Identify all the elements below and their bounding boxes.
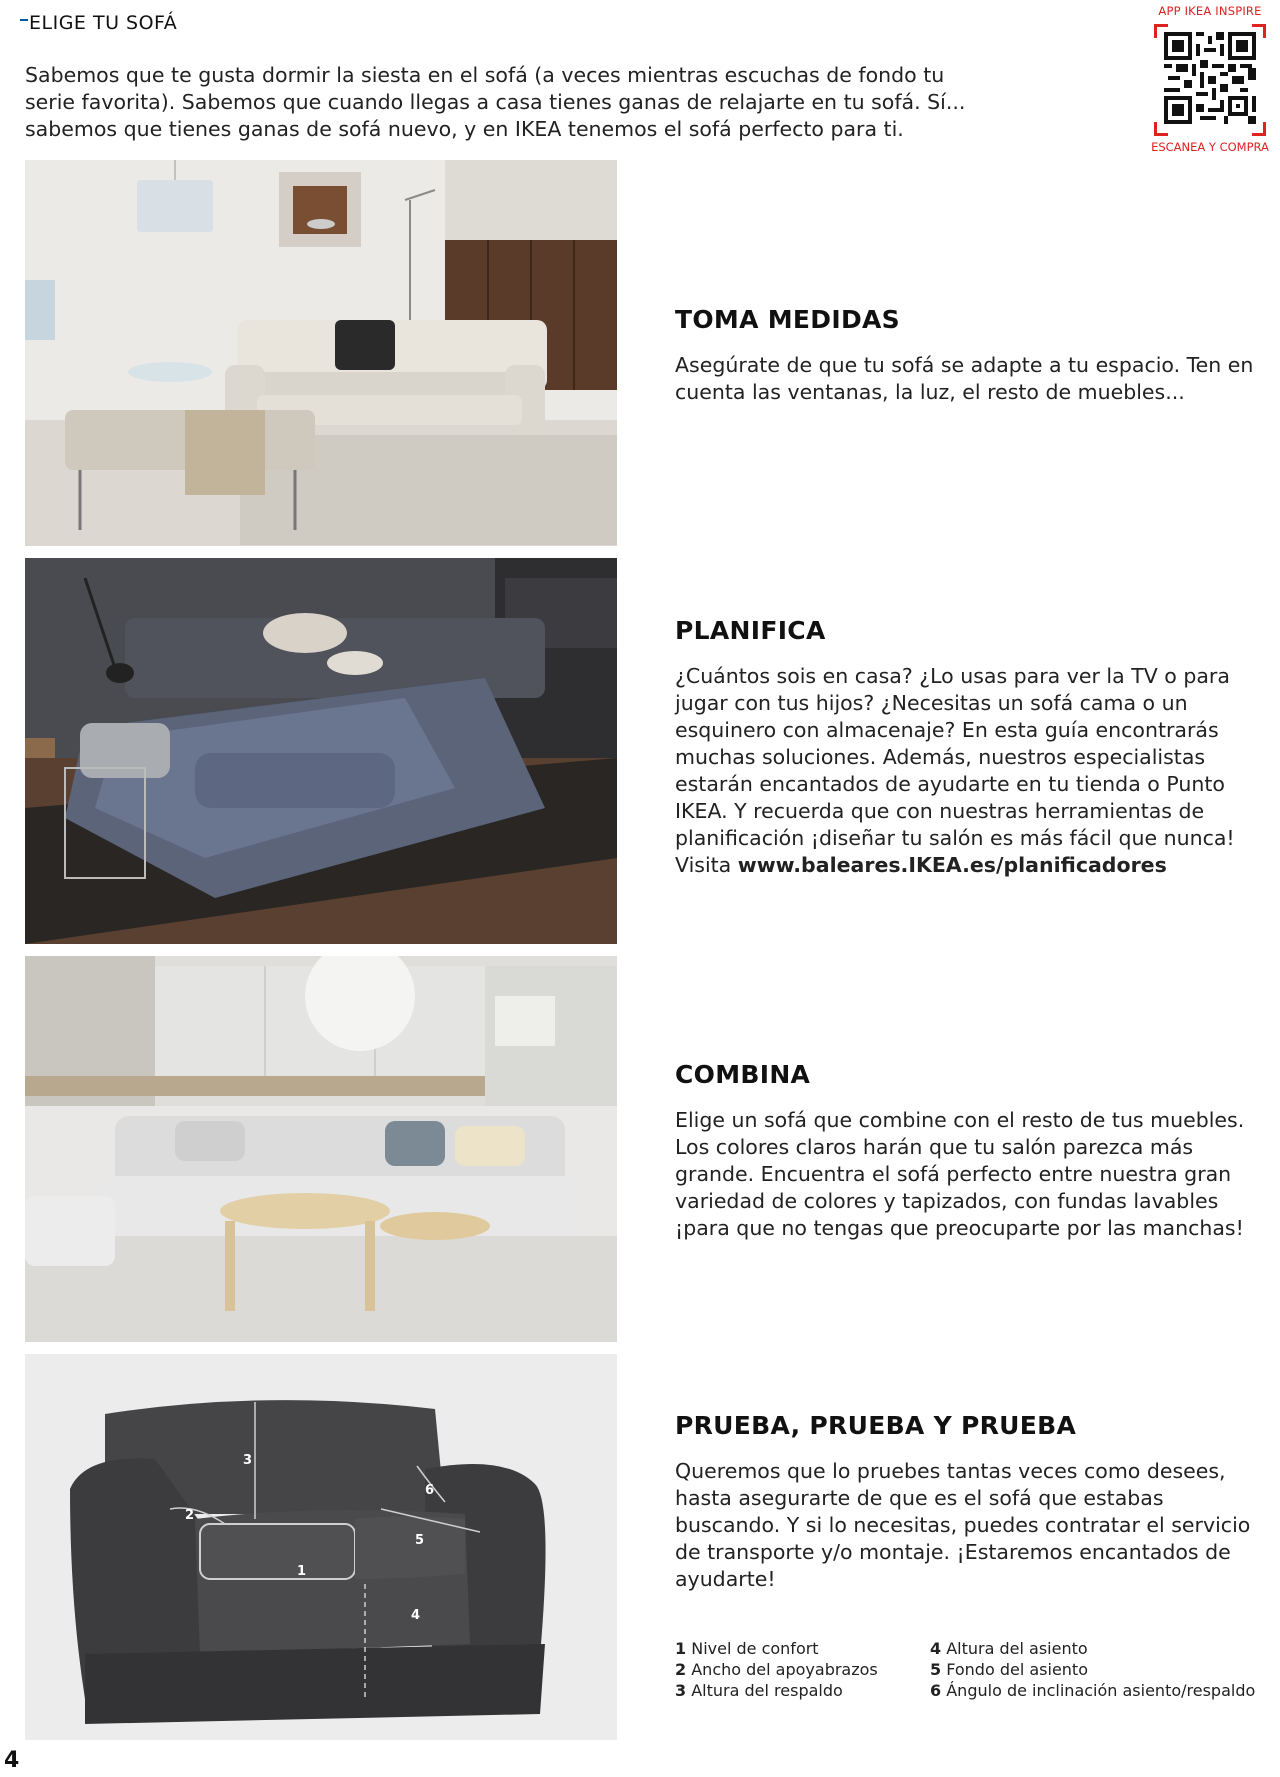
photo-light-living-room (25, 160, 617, 546)
legend-item: 2 Ancho del apoyabrazos (675, 1660, 878, 1679)
legend-item: 3 Altura del respaldo (675, 1681, 843, 1700)
qr-bottom-label: ESCANEA Y COMPRA (1151, 140, 1269, 154)
section-heading: PRUEBA, PRUEBA Y PRUEBA (675, 1411, 1077, 1440)
legend-item: 1 Nivel de confort (675, 1639, 819, 1658)
section-body: Asegúrate de que tu sofá se adapte a tu espacio. Ten en cuenta las ventanas, la luz, el resto de muebles... (675, 353, 1254, 404)
section-toma-medidas (675, 305, 1265, 406)
diagram-label-2: 2 (185, 1508, 195, 1523)
qr-block[interactable] (1146, 4, 1274, 154)
section-heading: TOMA MEDIDAS (675, 305, 900, 334)
planner-link[interactable]: www.baleares.IKEA.es/planificadores (737, 853, 1167, 877)
section-heading: COMBINA (675, 1060, 811, 1089)
qr-top-label: APP IKEA INSPIRE (1158, 4, 1262, 18)
section-marker-icon (20, 19, 28, 21)
section-body: ¿Cuántos sois en casa? ¿Lo usas para ver la TV o para jugar con tus hijos? ¿Necesitas un sofá cama o un esquinero con almacenaje? En esta guía encontrarás muchas soluciones. Además, nuestros especialistas estarán encantados de ayudarte en tu tienda o Punto IKEA. Y recuerda que con nuestras herramientas de planificación ¡diseñar tu salón es más fácil que nunca! Visita www.baleares.IKEA.es/planificadores (675, 664, 1235, 877)
page-number: 4 (4, 1748, 20, 1773)
photo-grey-sofa (25, 956, 617, 1342)
diagram-label-1: 1 (297, 1564, 307, 1579)
section-title: ELIGE TU SOFÁ (20, 12, 177, 34)
qr-code-icon[interactable] (1164, 32, 1256, 124)
diagram-label-5: 5 (415, 1533, 425, 1548)
sofa-measure-diagram (25, 1354, 617, 1740)
intro-text: Sabemos que te gusta dormir la siesta en el sofá (a veces mientras escuchas de fondo tu serie favorita). Sabemos que cuando llegas a casa tienes ganas de relajarte en tu sofá. Sí... sabemos que tienes ganas de sofá nuevo, y en IKEA tenemos el sofá perfecto para ti. (25, 63, 966, 141)
legend-item: 6 Ángulo de inclinación asiento/respaldo (930, 1681, 1256, 1700)
diagram-label-4: 4 (411, 1608, 421, 1623)
section-heading: PLANIFICA (675, 616, 826, 645)
section-body: Elige un sofá que combine con el resto de tus muebles. Los colores claros harán que tu salón parezca más grande. Encuentra el sofá perfecto entre nuestra gran variedad de colores y tapizados, con fundas lavables ¡para que no tengas que preocuparte por las manchas! (675, 1108, 1245, 1240)
section-planifica (675, 616, 1265, 879)
diagram-label-6: 6 (425, 1483, 435, 1498)
photo-sofa-bed (25, 558, 617, 944)
diagram-label-3: 3 (243, 1453, 253, 1468)
section-prueba (675, 1411, 1265, 1593)
section-combina (675, 1060, 1265, 1242)
qr-frame (1154, 24, 1266, 136)
section-body: Queremos que lo pruebes tantas veces como desees, hasta asegurarte de que es el sofá que estabas buscando. Y si lo necesitas, puedes contratar el servicio de transporte y/o montaje. ¡Estaremos encantados de ayudarte! (675, 1459, 1251, 1591)
legend-item: 5 Fondo del asiento (930, 1660, 1088, 1679)
legend-item: 4 Altura del asiento (930, 1639, 1088, 1658)
